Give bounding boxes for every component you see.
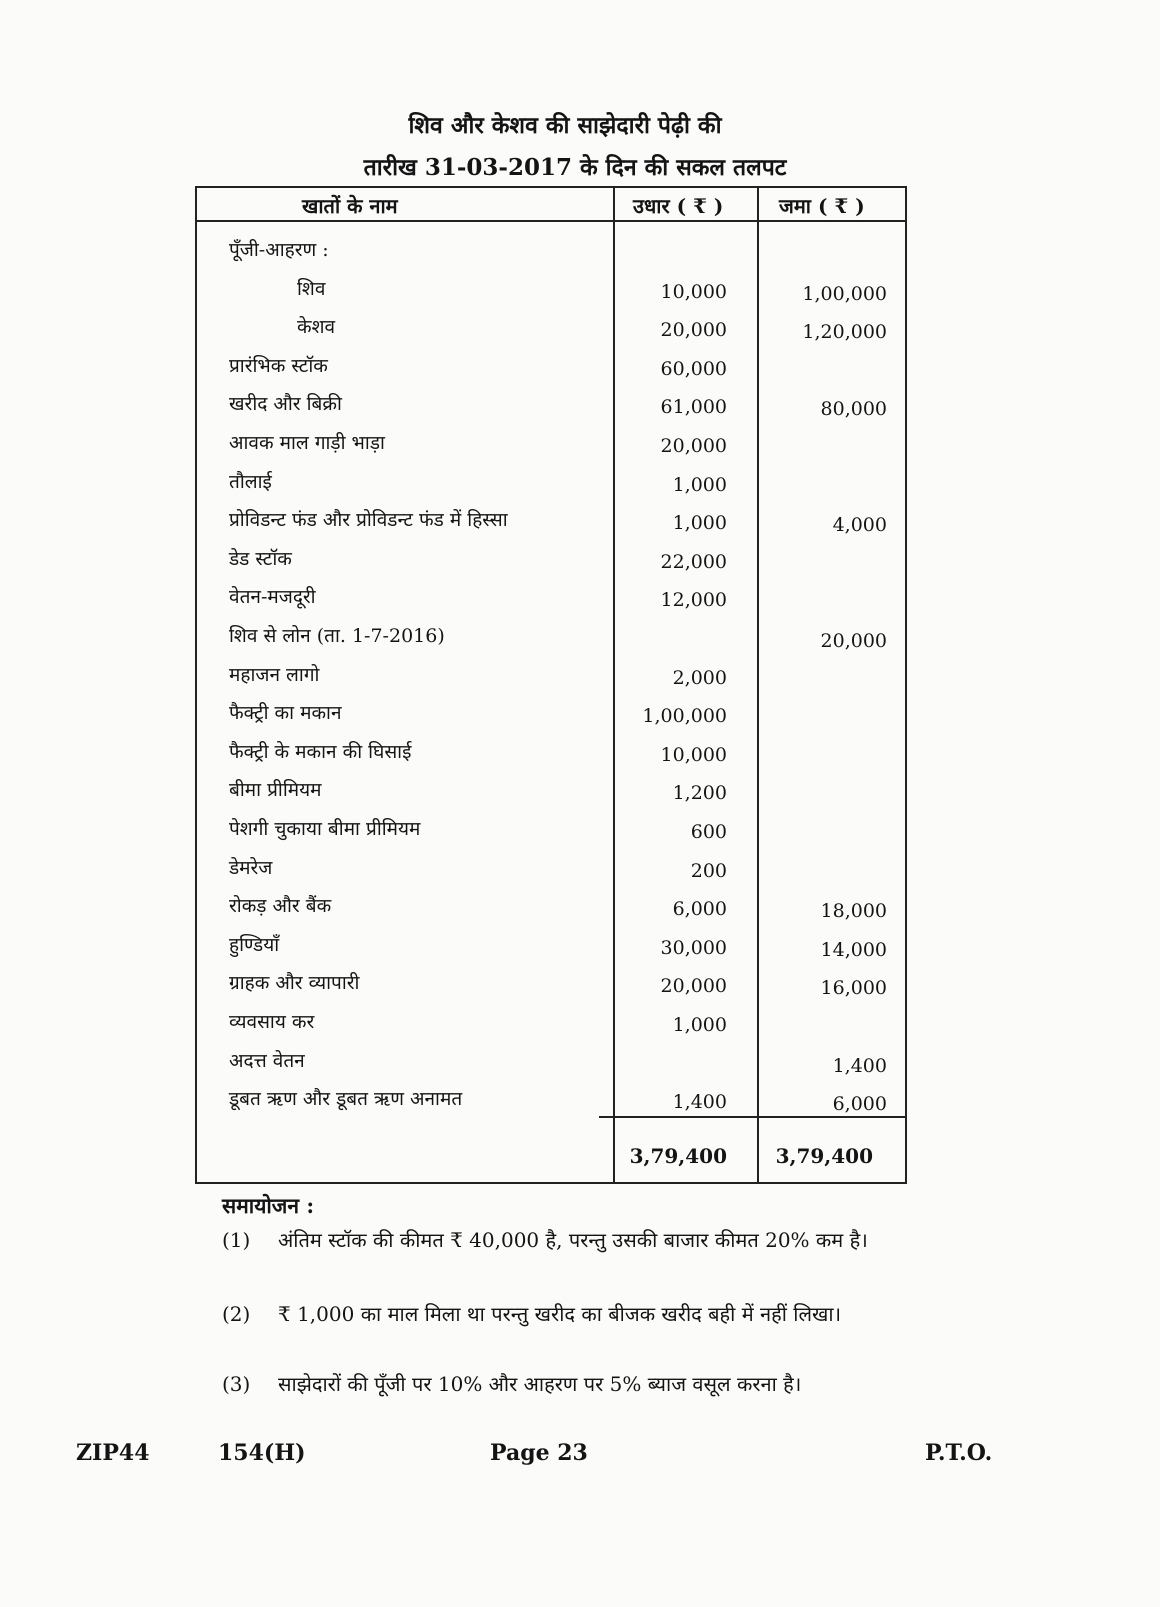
account-name: प्रारंभिक स्टॉक: [229, 354, 328, 377]
table-row: [197, 307, 905, 346]
adjustments-heading: समायोजन :: [222, 1193, 315, 1218]
total-credit: 3,79,400: [775, 1144, 873, 1168]
debit-amount: 20,000: [660, 975, 727, 998]
table-row: [197, 230, 905, 269]
table-row: [197, 462, 905, 501]
table-row: [197, 732, 905, 771]
credit-amount: 16,000: [820, 977, 887, 1000]
table-row: [197, 1041, 905, 1080]
footer-pto: P.T.O.: [925, 1440, 993, 1466]
account-name: तौलाई: [229, 470, 272, 493]
account-name: महाजन लागो: [229, 663, 320, 686]
credit-amount: 1,20,000: [802, 321, 887, 344]
title-line-2: तारीख 31-03-2017 के दिन की सकल तलपट: [363, 154, 787, 181]
table-row: [197, 500, 905, 539]
credit-amount: 80,000: [820, 398, 887, 421]
debit-amount: 200: [690, 859, 727, 882]
debit-amount: 61,000: [660, 396, 727, 419]
account-name: डेड स्टॉक: [229, 547, 292, 570]
debit-amount: 1,000: [672, 1014, 727, 1036]
debit-amount: 30,000: [660, 936, 727, 959]
table-row: [197, 616, 905, 655]
table-row: [197, 1002, 905, 1041]
table-row: [197, 346, 905, 385]
debit-amount: 1,00,000: [642, 705, 727, 728]
credit-amount: 1,00,000: [802, 282, 887, 305]
table-row: [197, 963, 905, 1002]
adjustment-text: साझेदारों की पूँजी पर 10% और आहरण पर 5% ब्याज वसूल करना है।: [278, 1372, 802, 1396]
account-name: पूँजी-आहरण :: [229, 239, 329, 261]
account-name: खरीद और बिक्री: [229, 393, 342, 416]
table-row: [197, 925, 905, 964]
account-name: अदत्त वेतन: [229, 1049, 305, 1072]
title-line-1: शिव और केशव की साझेदारी पेढ़ी की: [408, 112, 722, 139]
debit-amount: 600: [690, 821, 727, 843]
table-row: [197, 577, 905, 616]
debit-amount: 12,000: [660, 589, 727, 612]
table-row: [197, 886, 905, 925]
adjustment-number: (3): [222, 1372, 251, 1396]
credit-amount: 6,000: [832, 1093, 887, 1116]
account-name: डेमरेज: [229, 856, 273, 879]
footer-paper: 154(H): [218, 1440, 306, 1466]
account-name: बीमा प्रीमियम: [229, 779, 322, 802]
debit-amount: 2,000: [672, 666, 727, 689]
credit-amount: 1,400: [832, 1054, 887, 1077]
account-name: हुण्डियाँ: [229, 933, 280, 956]
adjustment-text: ₹ 1,000 का माल मिला था परन्तु खरीद का बीजक खरीद बही में नहीं लिखा।: [278, 1302, 842, 1326]
table-row: [197, 693, 905, 732]
debit-amount: 22,000: [660, 550, 727, 573]
debit-amount: 20,000: [660, 319, 727, 342]
footer-code: ZIP44: [76, 1440, 150, 1466]
debit-amount: 60,000: [660, 357, 727, 380]
debit-amount: 10,000: [660, 743, 727, 766]
header-divider: [197, 220, 905, 222]
account-name: केशव: [297, 316, 336, 339]
table-row: [197, 848, 905, 887]
header-credit: जमा ( ₹ ): [779, 194, 865, 218]
table-row: [197, 384, 905, 423]
table-row: [197, 809, 905, 848]
account-name: ग्राहक और व्यापारी: [229, 972, 360, 995]
debit-amount: 1,000: [672, 473, 727, 496]
credit-amount: 20,000: [820, 630, 887, 652]
table-row: [197, 1079, 905, 1118]
total-debit: 3,79,400: [629, 1144, 727, 1168]
table-row: [197, 423, 905, 462]
adjustment-number: (2): [222, 1302, 251, 1326]
table-row: [197, 269, 905, 308]
adjustment-number: (1): [222, 1228, 251, 1252]
debit-amount: 1,400: [672, 1091, 727, 1114]
credit-amount: 4,000: [832, 514, 887, 537]
debit-amount: 6,000: [672, 898, 727, 921]
debit-amount: 1,000: [672, 512, 727, 535]
debit-amount: 20,000: [660, 435, 727, 457]
header-debit: उधार ( ₹ ): [633, 194, 724, 218]
table-row: [197, 655, 905, 694]
account-name: रोकड़ और बैंक: [229, 895, 332, 918]
account-name: प्रोविडन्ट फंड और प्रोविडन्ट फंड में हिस्सा: [229, 509, 508, 532]
total-row: [197, 1136, 905, 1182]
trial-balance-table: [195, 186, 907, 1184]
table-row: [197, 770, 905, 809]
debit-amount: 1,200: [672, 782, 727, 805]
account-name: आवक माल गाड़ी भाड़ा: [229, 432, 385, 454]
account-name: वेतन-मजदूरी: [229, 586, 316, 609]
header-account-name: खातों के नाम: [302, 194, 398, 218]
credit-amount: 18,000: [820, 900, 887, 923]
credit-amount: 14,000: [820, 938, 887, 961]
account-name: फैक्ट्री का मकान: [229, 702, 342, 725]
account-name: डूबत ऋण और डूबत ऋण अनामत: [229, 1088, 463, 1111]
account-name: शिव: [297, 277, 326, 300]
account-name: फैक्ट्री के मकान की घिसाई: [229, 740, 412, 763]
adjustment-text: अंतिम स्टॉक की कीमत ₹ 40,000 है, परन्तु उसकी बाजार कीमत 20% कम है।: [278, 1228, 868, 1252]
footer-page: Page 23: [490, 1440, 588, 1466]
account-name: व्यवसाय कर: [229, 1011, 315, 1033]
account-name: शिव से लोन (ता. 1-7-2016): [229, 625, 445, 647]
debit-amount: 10,000: [660, 280, 727, 303]
account-name: पेशगी चुकाया बीमा प्रीमियम: [229, 818, 421, 840]
table-row: [197, 539, 905, 578]
